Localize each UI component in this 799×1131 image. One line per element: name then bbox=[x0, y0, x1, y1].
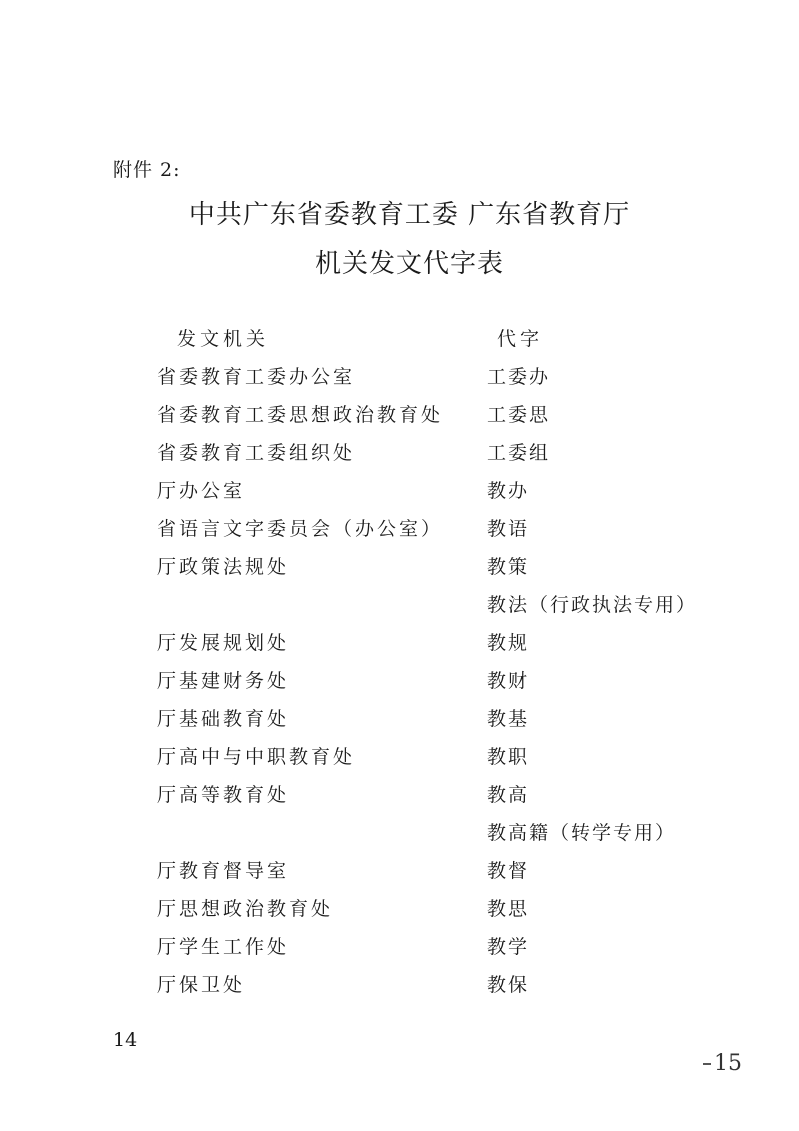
attachment-label: 附件 2: bbox=[113, 159, 181, 181]
row-org-name: 厅高中与中职教育处 bbox=[157, 746, 356, 768]
row-code: 教督 bbox=[487, 860, 530, 882]
row-code: 教基 bbox=[487, 708, 530, 730]
page-number-stamped-value: 15 bbox=[714, 1051, 742, 1076]
table-row bbox=[0, 932, 799, 970]
row-org-name: 厅基础教育处 bbox=[157, 708, 290, 730]
column-header-code: 代字 bbox=[497, 328, 544, 350]
table-row bbox=[0, 704, 799, 742]
row-org-name: 厅办公室 bbox=[157, 480, 246, 502]
row-org-name: 厅发展规划处 bbox=[157, 632, 290, 654]
row-code: 教财 bbox=[487, 670, 530, 692]
page-number-printed: 14 bbox=[113, 1029, 138, 1051]
row-code: 教语 bbox=[487, 518, 530, 540]
row-org-name: 省委教育工委办公室 bbox=[157, 366, 356, 388]
row-org-name: 厅基建财务处 bbox=[157, 670, 290, 692]
row-org-name: 厅保卫处 bbox=[157, 974, 246, 996]
code-table bbox=[0, 362, 799, 1008]
title-line-2: 机关发文代字表 bbox=[314, 249, 504, 279]
row-code: 教规 bbox=[487, 632, 530, 654]
row-org-name: 厅思想政治教育处 bbox=[157, 898, 334, 920]
row-code: 教办 bbox=[487, 480, 530, 502]
table-row bbox=[0, 818, 799, 856]
row-org-name: 省语言文字委员会（办公室） bbox=[157, 518, 444, 540]
page-number-stamped bbox=[703, 1050, 742, 1078]
table-row bbox=[0, 628, 799, 666]
row-org-name: 厅政策法规处 bbox=[157, 556, 290, 578]
row-org-name: 厅学生工作处 bbox=[157, 936, 290, 958]
row-org-name: 厅教育督导室 bbox=[157, 860, 290, 882]
table-row bbox=[0, 780, 799, 818]
row-code: 教法（行政执法专用） bbox=[487, 594, 698, 616]
table-row bbox=[0, 362, 799, 400]
table-row bbox=[0, 552, 799, 590]
table-row bbox=[0, 400, 799, 438]
table-row bbox=[0, 970, 799, 1008]
row-code: 教高 bbox=[487, 784, 530, 806]
row-org-name: 省委教育工委组织处 bbox=[157, 442, 356, 464]
row-code: 教思 bbox=[487, 898, 530, 920]
title-line-1: 中共广东省委教育工委 广东省教育厅 bbox=[188, 200, 631, 230]
column-header-org: 发文机关 bbox=[177, 328, 270, 350]
table-row bbox=[0, 856, 799, 894]
row-code: 教策 bbox=[487, 556, 530, 578]
dash-mark bbox=[703, 1063, 711, 1065]
row-code: 教学 bbox=[487, 936, 530, 958]
row-code: 工委组 bbox=[487, 442, 551, 464]
row-code: 教职 bbox=[487, 746, 530, 768]
row-code: 教高籍（转学专用） bbox=[487, 822, 677, 844]
table-row bbox=[0, 514, 799, 552]
table-row bbox=[0, 894, 799, 932]
row-code: 教保 bbox=[487, 974, 530, 996]
table-row bbox=[0, 438, 799, 476]
table-row bbox=[0, 666, 799, 704]
row-code: 工委办 bbox=[487, 366, 551, 388]
table-row bbox=[0, 476, 799, 514]
table-row bbox=[0, 742, 799, 780]
row-code: 工委思 bbox=[487, 404, 551, 426]
row-org-name: 厅高等教育处 bbox=[157, 784, 290, 806]
table-row bbox=[0, 590, 799, 628]
row-org-name: 省委教育工委思想政治教育处 bbox=[157, 404, 444, 426]
